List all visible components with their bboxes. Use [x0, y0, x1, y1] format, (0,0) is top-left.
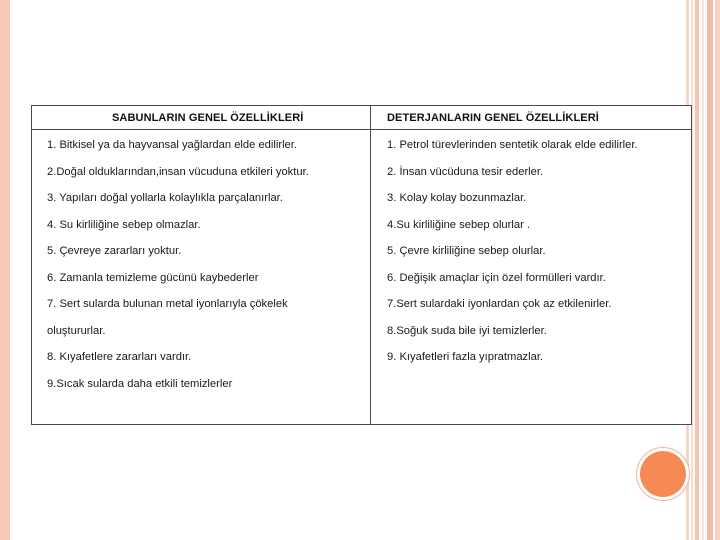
list-item: 4.Su kirliliğine sebep olurlar .	[387, 218, 531, 231]
list-item: 2. İnsan vücüduna tesir ederler.	[387, 165, 544, 178]
table-header-row	[32, 106, 691, 130]
list-item: oluştururlar.	[47, 324, 106, 337]
list-item: 7. Sert sularda bulunan metal iyonlarıyla çökelek	[47, 298, 288, 310]
list-item: 4. Su kirliliğine sebep olmazlar.	[47, 218, 201, 231]
detergents-list	[371, 130, 691, 371]
comparison-table	[31, 105, 692, 425]
list-item: 9. Kıyafetleri fazla yıpratmazlar.	[387, 351, 544, 363]
list-item: 9.Sıcak sularda daha etkili temizlerler	[47, 377, 233, 390]
soaps-list	[32, 130, 370, 397]
header-soaps: SABUNLARIN GENEL ÖZELLİKLERİ	[32, 106, 371, 129]
stripe	[707, 0, 713, 540]
list-item: 8.Soğuk suda bile iyi temizlerler.	[387, 324, 547, 337]
table-body-row	[32, 130, 691, 424]
list-item: 3. Yapıları doğal yollarla kolaylıkla parçalanırlar.	[47, 192, 283, 204]
left-decorative-bar	[0, 0, 10, 540]
list-item: 3. Kolay kolay bozunmazlar.	[387, 192, 527, 204]
stripe	[715, 0, 720, 540]
decorative-orange-circle	[640, 451, 686, 497]
list-item: 7.Sert sulardaki iyonlardan çok az etkilenirler.	[387, 298, 612, 310]
detergents-column	[371, 130, 691, 424]
stripe	[695, 0, 699, 540]
list-item: 1. Petrol türevlerinden sentetik olarak elde edilirler.	[387, 139, 638, 151]
list-item: 2.Doğal olduklarından,insan vücuduna etkileri yoktur.	[47, 165, 309, 178]
soaps-column	[32, 130, 371, 424]
list-item: 5. Çevre kirliliğine sebep olurlar.	[387, 245, 546, 257]
list-item: 1. Bitkisel ya da hayvansal yağlardan elde edilirler.	[47, 139, 297, 151]
header-detergents: DETERJANLARIN GENEL ÖZELLİKLERİ	[387, 112, 599, 124]
list-item: 6. Zamanla temizleme gücünü kaybederler	[47, 271, 259, 284]
stripe	[702, 0, 704, 540]
list-item: 8. Kıyafetlere zararları vardır.	[47, 351, 192, 363]
list-item: 6. Değişik amaçlar için özel formülleri vardır.	[387, 271, 606, 284]
list-item: 5. Çevreye zararları yoktur.	[47, 245, 182, 257]
